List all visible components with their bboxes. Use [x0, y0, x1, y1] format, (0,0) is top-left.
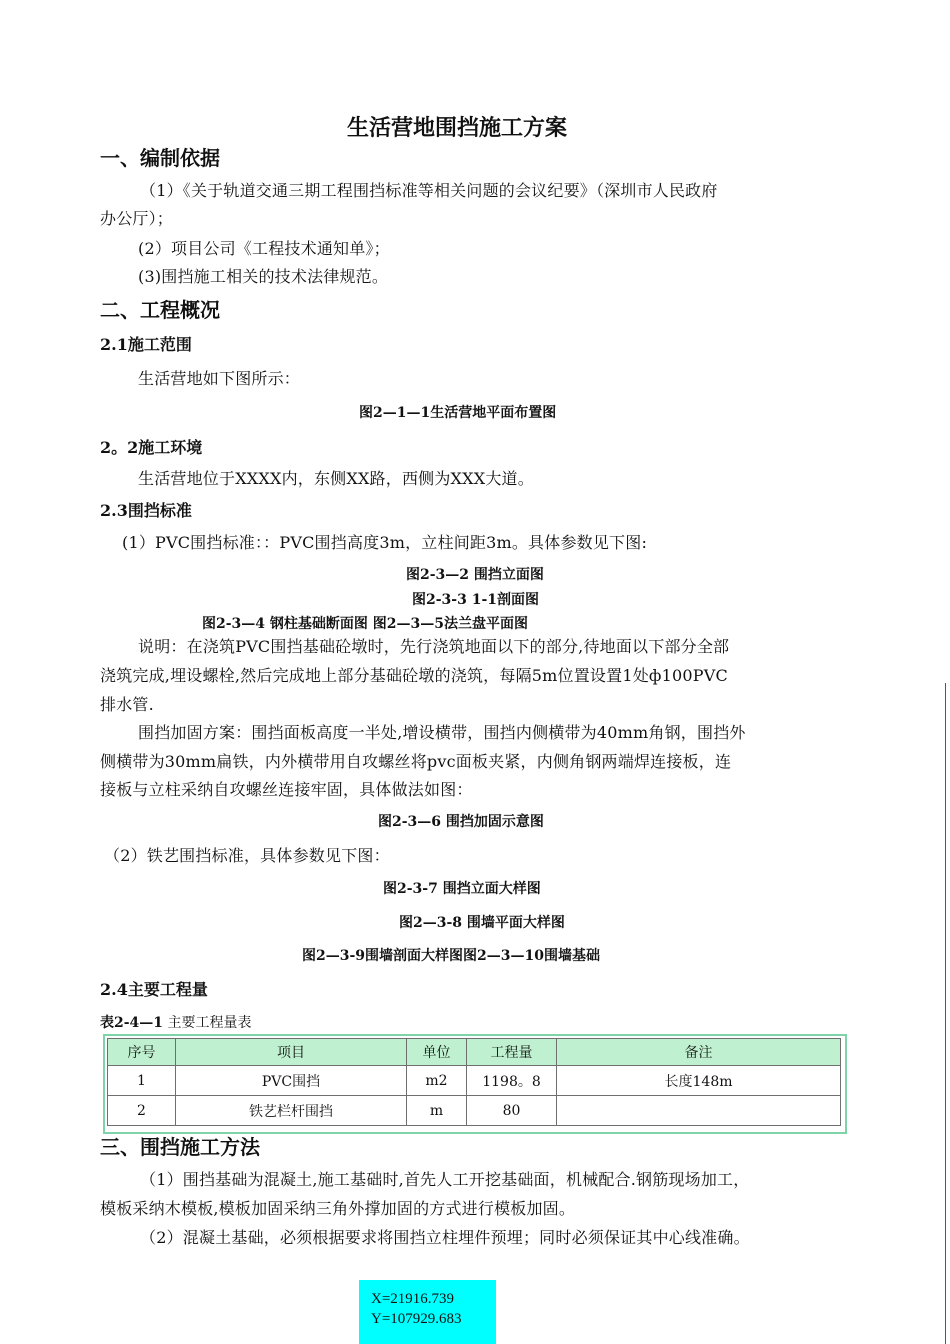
subsection-2-2-heading: 2。2施工环境 [100, 438, 203, 457]
table-caption [100, 1012, 252, 1032]
col-header-quantity: 工程量 [467, 1039, 557, 1066]
subsection-2-3-heading: 2.3围挡标准 [100, 501, 192, 520]
figure-caption-2-3-7: 图2-3-7 围挡立面大样图 [383, 881, 541, 897]
reinforce-line-3: 接板与立柱采纳自攻螺丝连接牢固，具体做法如图： [100, 780, 473, 799]
note-line-3: 排水管. [100, 695, 154, 714]
cell-unit: m [407, 1096, 467, 1126]
table-caption-title: 主要工程量表 [163, 1015, 252, 1031]
coordinate-y: Y=107929.683 [371, 1311, 462, 1327]
iron-standard-text: （2）铁艺围挡标准，具体参数见下图： [104, 846, 390, 865]
method-line-2: （2）混凝土基础，必须根据要求将围挡立柱埋件预埋；同时必须保证其中心线准确。 [140, 1228, 750, 1247]
col-header-item: 项目 [176, 1039, 407, 1066]
figure-caption-2-3-6: 图2-3—6 围挡加固示意图 [378, 814, 544, 830]
figure-caption-2-3-2: 图2-3—2 围挡立面图 [406, 567, 544, 583]
quantity-table [107, 1038, 841, 1126]
basis-item-3: (3)围挡施工相关的技术法律规范。 [138, 267, 389, 286]
col-header-unit: 单位 [407, 1039, 467, 1066]
col-header-remark: 备注 [557, 1039, 841, 1066]
pvc-standard-text: (1）PVC围挡标准：：PVC围挡高度3m，立柱间距3m。具体参数见下图: [122, 533, 648, 552]
table-row [108, 1066, 841, 1096]
basis-item-1a: （1）《关于轨道交通三期工程围挡标准等相关问题的会议纪要》（深圳市人民政府 [140, 181, 718, 200]
note-line-1: 说明：在浇筑PVC围挡基础砼墩时，先行浇筑地面以下的部分,待地面以下部分全部 [138, 637, 730, 656]
figure-caption-2-3-3: 图2-3-3 1-1剖面图 [412, 592, 540, 608]
page-edge-rule [945, 683, 946, 1344]
cell-unit: m2 [407, 1066, 467, 1096]
coordinate-label [359, 1280, 496, 1344]
section-2-heading: 二、工程概况 [100, 298, 220, 322]
figure-caption-2-3-8: 图2—3-8 围墙平面大样图 [399, 915, 565, 931]
table-caption-number: 表2-4—1 [100, 1015, 164, 1031]
subsection-2-4-heading: 2.4主要工程量 [100, 980, 208, 999]
cell-no: 2 [108, 1096, 176, 1126]
cell-no: 1 [108, 1066, 176, 1096]
col-header-no: 序号 [108, 1039, 176, 1066]
cell-item: PVC围挡 [176, 1066, 407, 1096]
figure-caption-2-3-9-10: 图2—3-9围墙剖面大样图图2—3—10围墙基础 [302, 948, 600, 964]
environment-text: 生活营地位于XXXX内，东侧XX路，西侧为XXX大道。 [138, 469, 534, 488]
section-1-heading: 一、编制依据 [100, 146, 220, 170]
figure-caption-2-3-4-5: 图2-3—4 钢柱基础断面图 图2—3—5法兰盘平面图 [202, 616, 529, 632]
cell-quantity: 1198。8 [467, 1066, 557, 1096]
cell-quantity: 80 [467, 1096, 557, 1126]
scope-text: 生活营地如下图所示： [138, 369, 301, 388]
figure-caption-2-1-1: 图2—1—1生活营地平面布置图 [359, 405, 557, 421]
note-line-2: 浇筑完成,埋设螺栓,然后完成地上部分基础砼墩的浇筑，每隔5m位置设置1处ф100PVC [100, 666, 728, 685]
page-title: 生活营地围挡施工方案 [347, 115, 568, 141]
coordinate-x: X=21916.739 [371, 1291, 455, 1307]
reinforce-line-2: 侧横带为30mm扁铁，内外横带用自攻螺丝将pvc面板夹紧，内侧角钢两端焊连接板，连 [100, 752, 732, 771]
table-row [108, 1096, 841, 1126]
method-line-1a: （1）围挡基础为混凝土,施工基础时,首先人工开挖基础面，机械配合.钢筋现场加工， [140, 1170, 750, 1189]
quantity-table-frame [103, 1034, 845, 1132]
basis-item-1b: 办公厅）； [100, 209, 174, 228]
basis-item-2: (2）项目公司《工程技术通知单》； [138, 239, 390, 258]
subsection-2-1-heading: 2.1施工范围 [100, 335, 192, 354]
cell-item: 铁艺栏杆围挡 [176, 1096, 407, 1126]
method-line-1b: 模板采纳木模板,模板加固采纳三角外撑加固的方式进行模板加固。 [100, 1199, 576, 1218]
cell-remark: 长度148m [557, 1066, 841, 1096]
cell-remark [557, 1096, 841, 1126]
section-3-heading: 三、围挡施工方法 [100, 1135, 260, 1159]
reinforce-line-1: 围挡加固方案：围挡面板高度一半处,增设横带，围挡内侧横带为40mm角钢，围挡外 [138, 723, 746, 742]
table-header-row [108, 1039, 841, 1066]
